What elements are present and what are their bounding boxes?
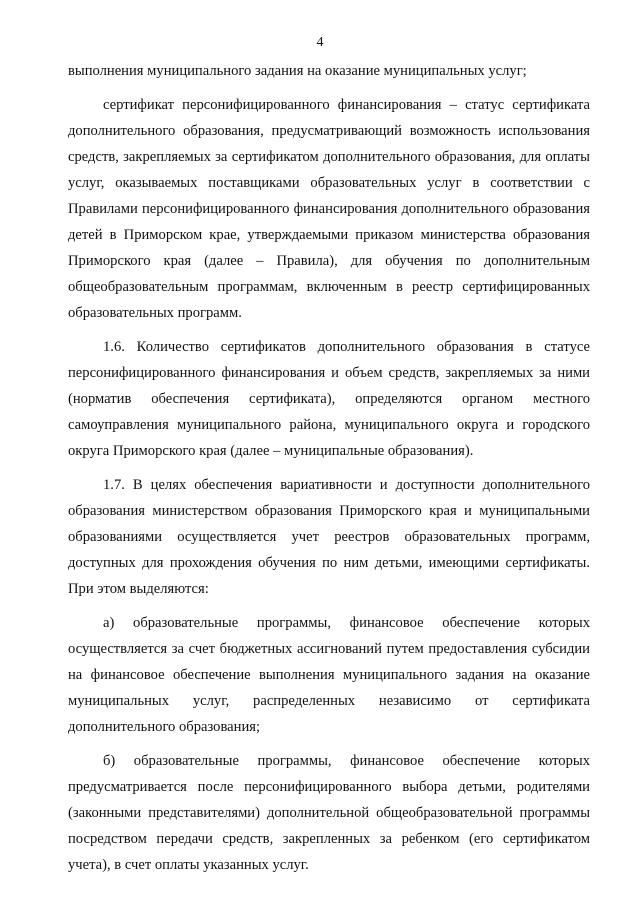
page-number: 4 [316,35,324,50]
paragraph-continuation: выполнения муниципального задания на оказание муниципальных услуг; [68,63,527,79]
document-body [68,58,590,878]
paragraph-1-6: 1.6. Количество сертификатов дополнительного образования в статусе персонифицированного финансирования и объем средств, закрепляемых за ними (норматив обеспечения сертификата), определяются органом местного самоуправления муниципального района, муниципального округа и городского округа Приморского края (далее – муниципальные образования). [68,339,590,459]
paragraph-1-7: 1.7. В целях обеспечения вариативности и доступности дополнительного образования министерством образования Приморского края и муниципальными образованиями осуществляется учет реестров образовательных программ, доступных для прохождения обучения по ним детьми, имеющими сертификаты. При этом выделяются: [68,477,590,597]
paragraph-item-b: б) образовательные программы, финансовое обеспечение которых предусматривается после персонифицированного выбора детьми, родителями (законными представителями) дополнительной общеобразовательной программы посредством передачи средств, закрепленных за ребенком (его сертификатом учета), в счет оплаты указанных услуг. [68,753,590,873]
paragraph-certificate-definition: сертификат персонифицированного финансирования – статус сертификата дополнительного образования, предусматривающий возможность использования средств, закрепляемых за сертификатом дополнительного образования, для оплаты услуг, оказываемых поставщиками образовательных услуг в соответствии с Правилами персонифицированного финансирования дополнительного образования детей в Приморском крае, утверждаемыми приказом министерства образования Приморского края (далее – Правила), для обучения по дополнительным общеобразовательным программам, включенным в реестр сертифицированных образовательных программ. [68,97,590,321]
paragraph-item-a: а) образовательные программы, финансовое обеспечение которых осуществляется за счет бюджетных ассигнований путем предоставления субсидии на финансовое обеспечение выполнения муниципального задания на оказание муниципальных услуг, распределенных независимо от сертификата дополнительного образования; [68,615,590,735]
